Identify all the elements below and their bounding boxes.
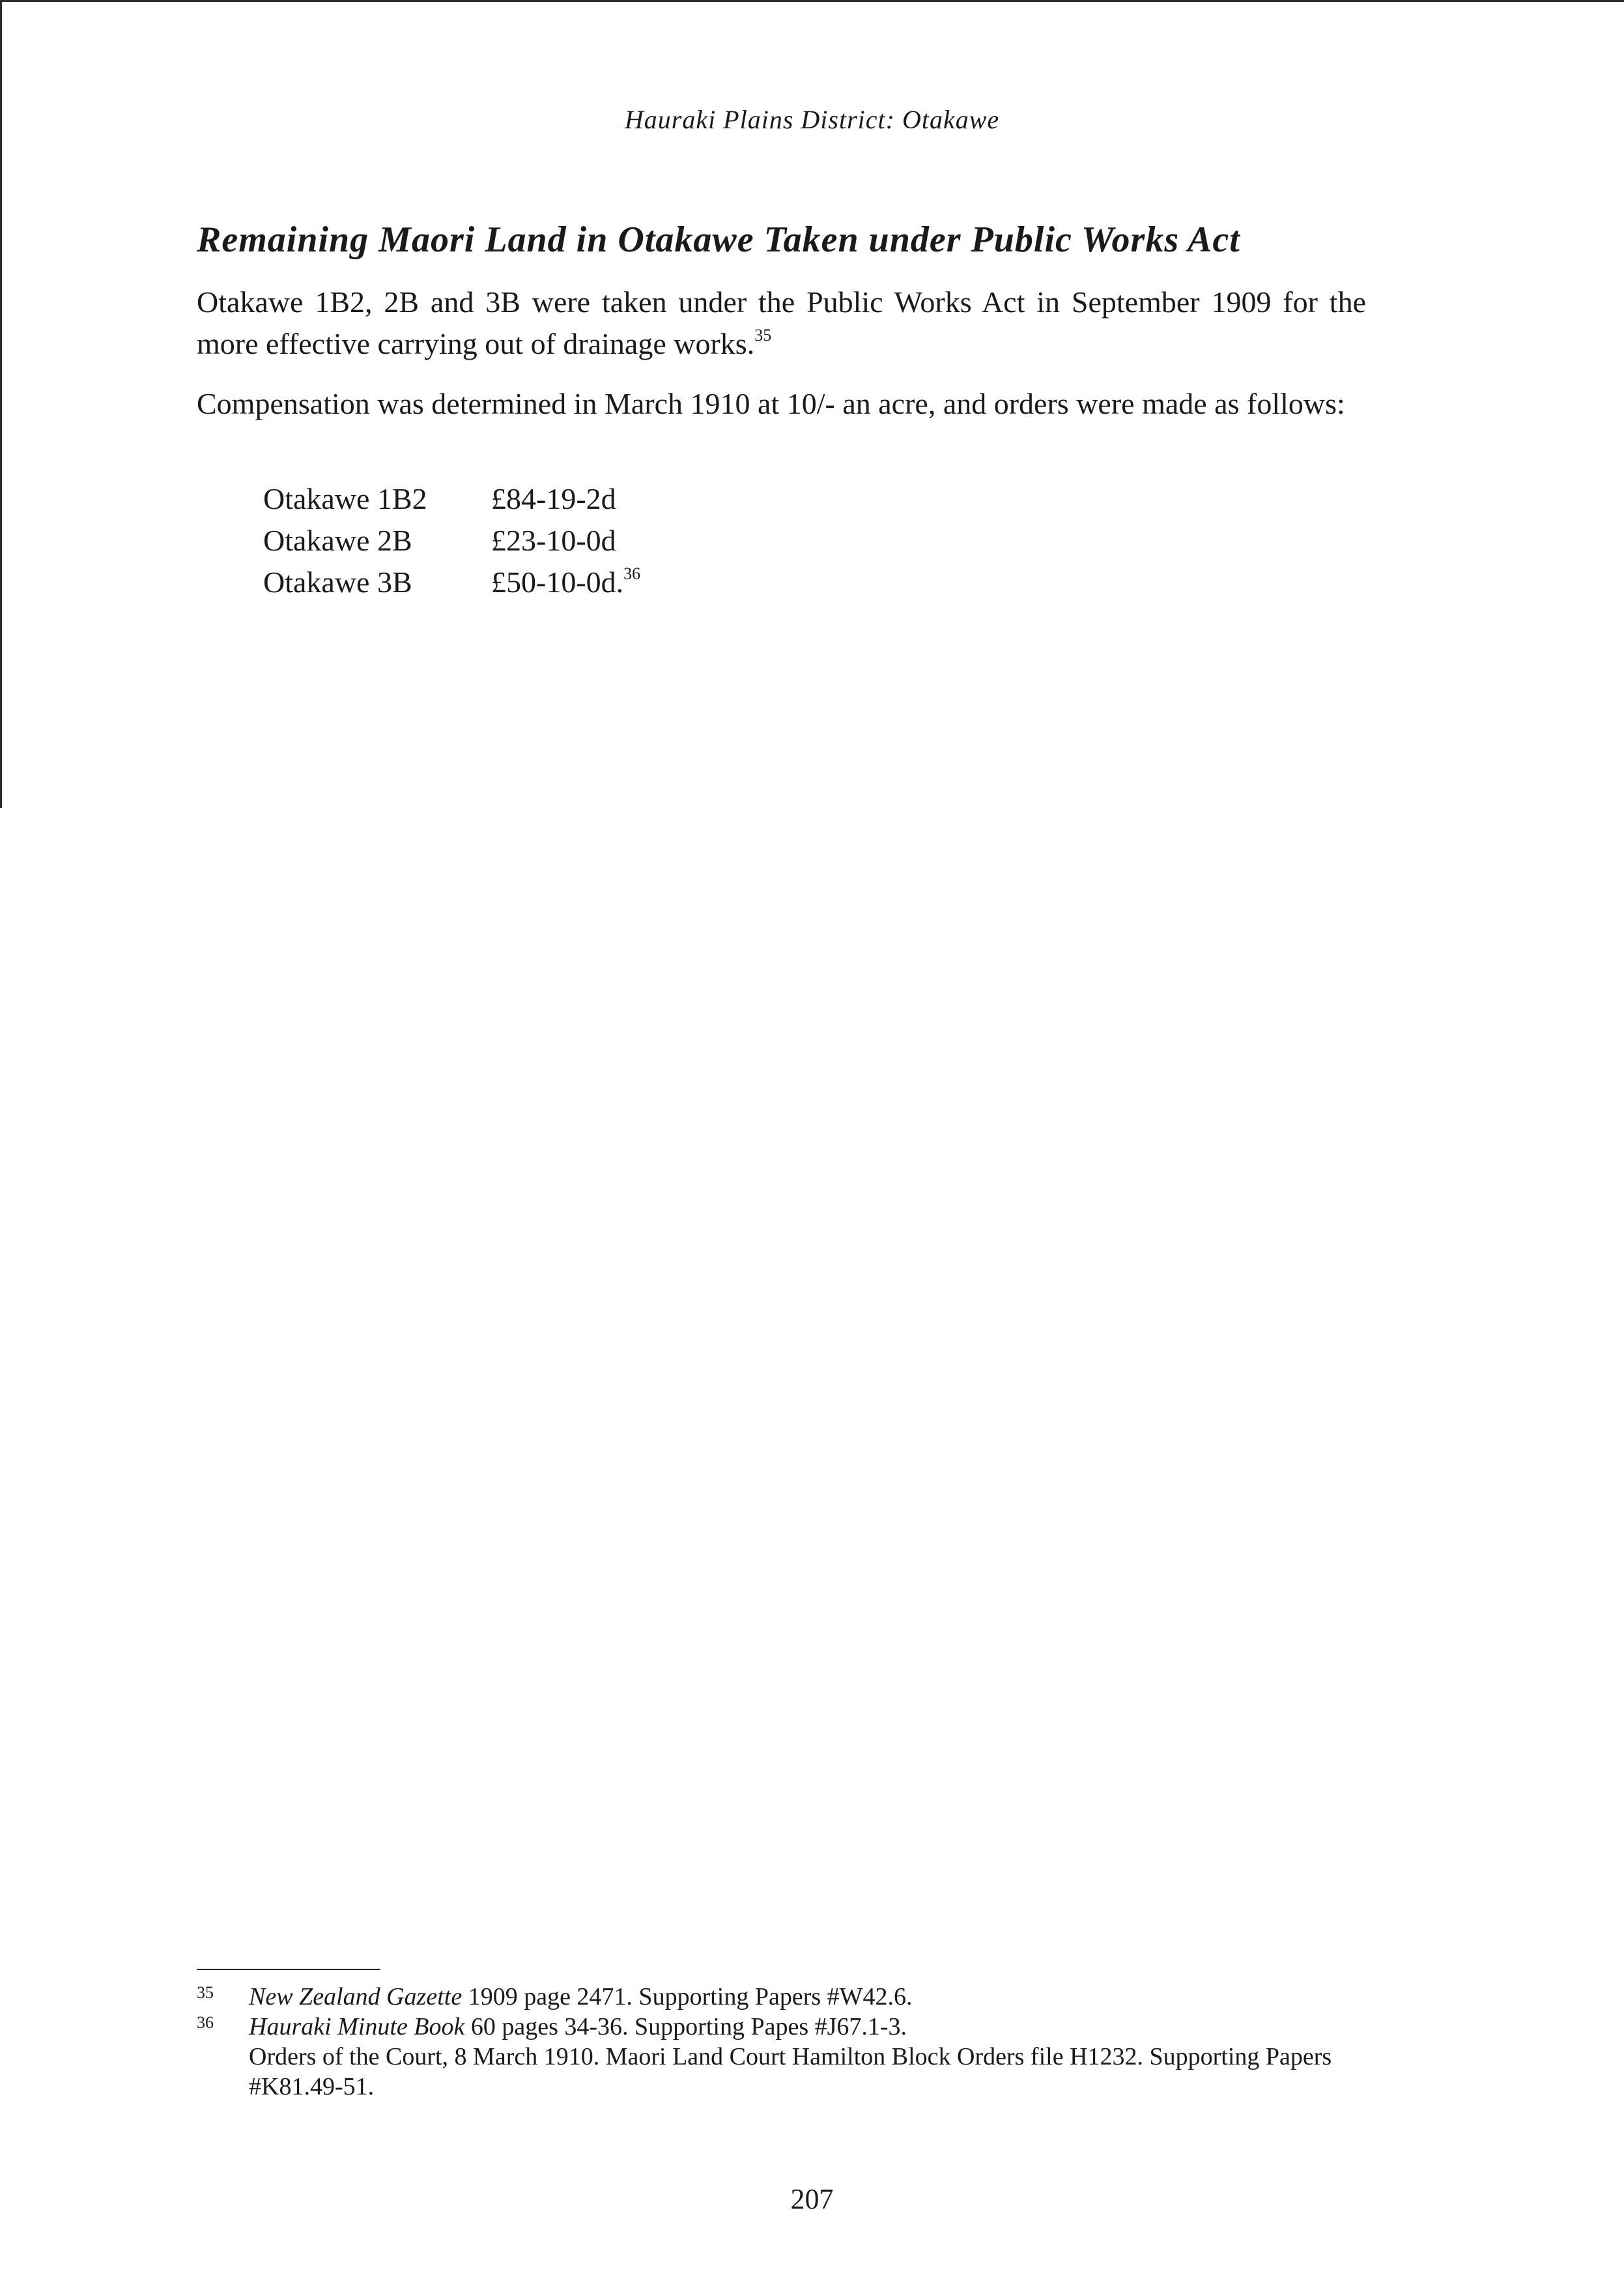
footnote-source-title: Hauraki Minute Book [249, 2013, 465, 2040]
footnote-text: 1909 page 2471. Supporting Papers #W42.6. [462, 1983, 913, 2010]
page-number: 207 [790, 2183, 834, 2215]
footnote-36 [197, 2012, 1366, 2102]
footnote-source-title: New Zealand Gazette [249, 1983, 463, 2010]
footnote-divider [197, 1969, 380, 1970]
footnote-continuation: Orders of the Court, 8 March 1910. Maori Land Court Hamilton Block Orders file H1232. Supporting Papers #K81.49-51. [249, 2043, 1332, 2100]
footnote-text: 60 pages 34-36. Supporting Papes #J67.1-3. [464, 2013, 907, 2040]
page-border-top [0, 0, 1624, 2]
paragraph-2: Compensation was determined in March 1910 at 10/- an acre, and orders were made as follows: [197, 387, 1345, 420]
order-amount-value: £50-10-0d. [491, 565, 624, 599]
orders-list [263, 478, 640, 603]
order-block: Otakawe 3B [263, 565, 412, 599]
order-row [263, 520, 640, 562]
paragraph-1 [197, 281, 1366, 365]
order-amount [491, 562, 640, 603]
footnotes [197, 1982, 1366, 2102]
order-amount-value: £23-10-0d [491, 524, 616, 557]
paragraph-1-text: Otakawe 1B2, 2B and 3B were taken under the Public Works Act in September 1909 for the more effective carrying out of drainage works. [197, 285, 1366, 360]
footnote-35 [197, 1982, 1366, 2012]
order-row [263, 478, 640, 520]
order-block: Otakawe 1B2 [263, 482, 427, 515]
footnote-ref-35: 35 [754, 326, 772, 345]
footnote-number: 35 [197, 1983, 214, 2002]
order-block: Otakawe 2B [263, 524, 412, 557]
section-heading: Remaining Maori Land in Otakawe Taken under Public Works Act [197, 220, 1240, 260]
order-amount-value: £84-19-2d [491, 482, 616, 515]
footnote-number: 36 [197, 2013, 214, 2032]
order-note: 36 [623, 564, 641, 583]
order-row [263, 562, 640, 603]
running-header: Hauraki Plains District: Otakawe [624, 105, 1000, 134]
order-amount [491, 520, 616, 562]
order-amount [491, 478, 616, 520]
